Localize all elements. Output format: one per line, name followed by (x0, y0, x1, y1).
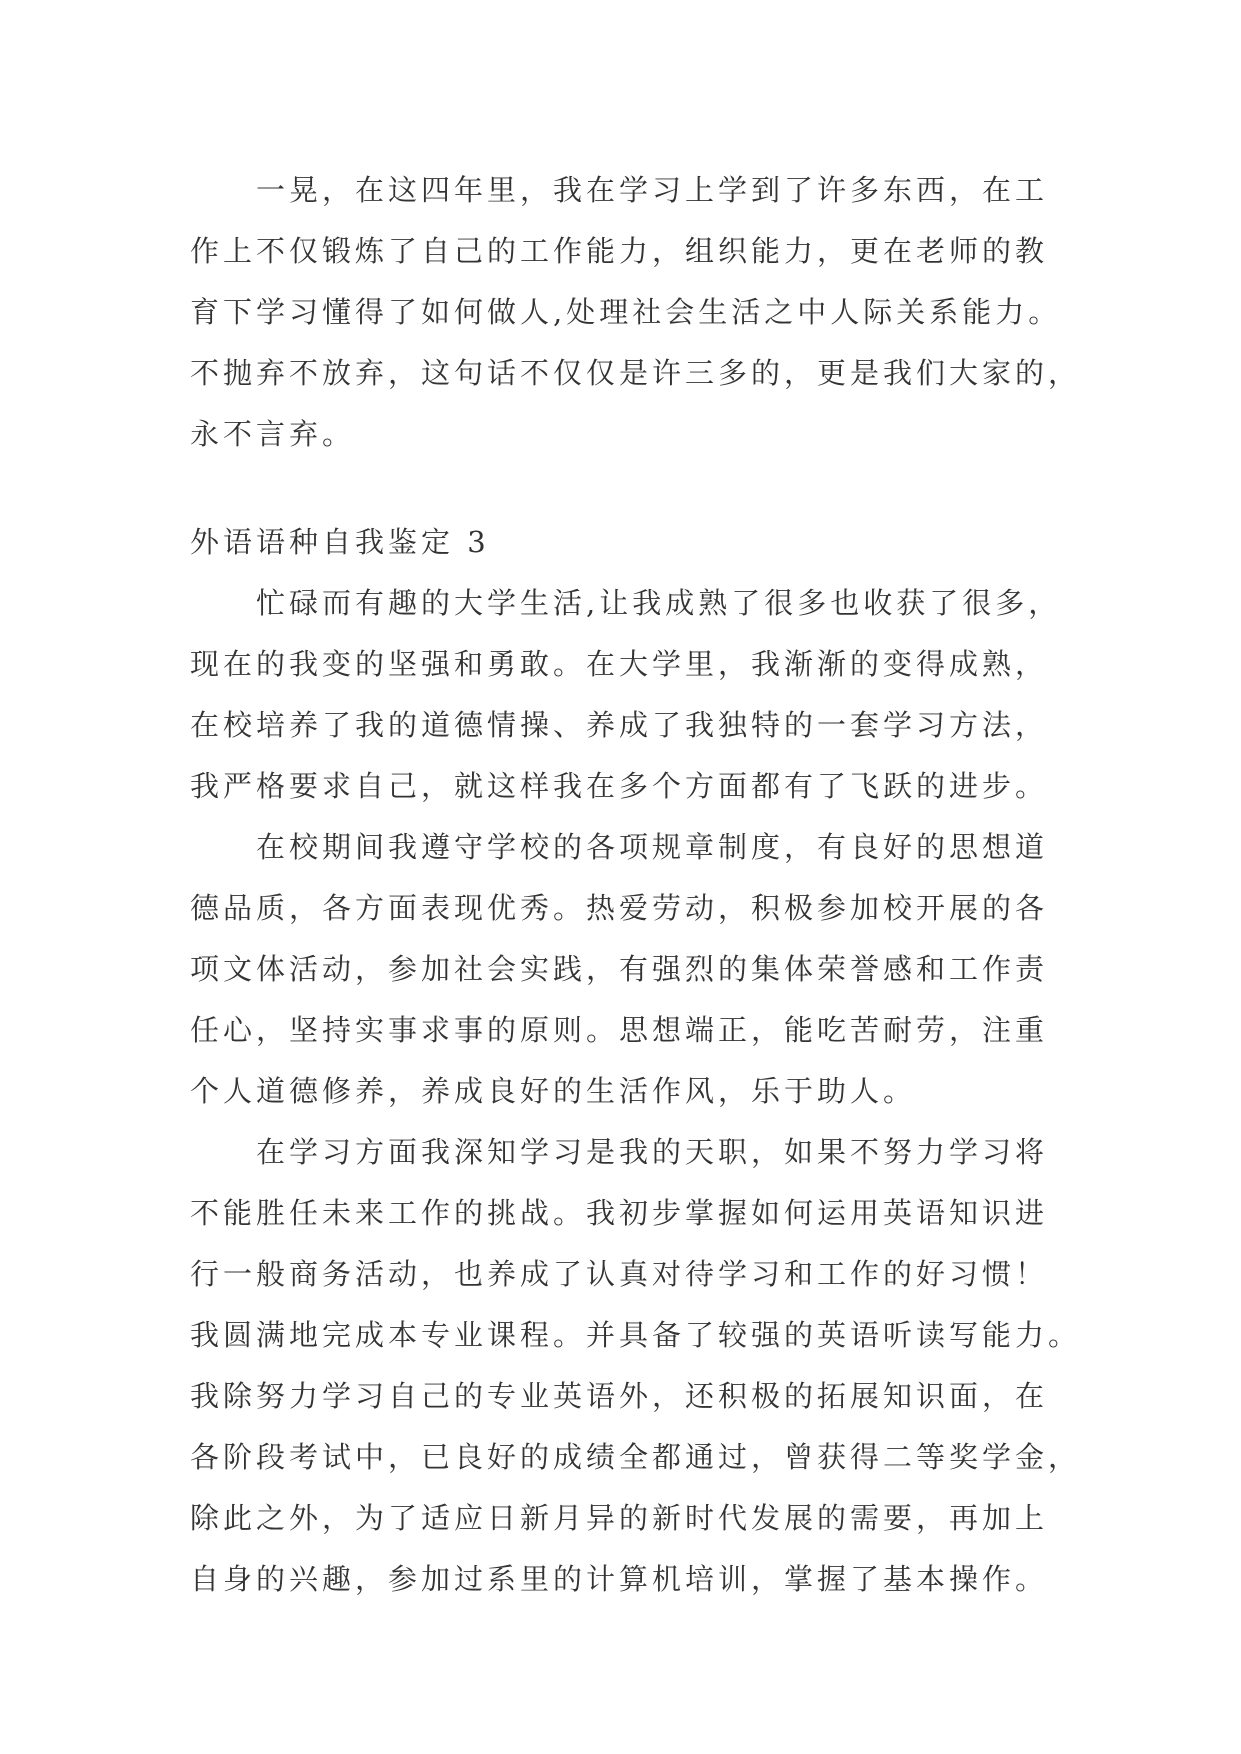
paragraph-3 (190, 817, 1070, 1122)
text-line: 自身的兴趣，参加过系里的计算机培训，掌握了基本操作。 (190, 1562, 1049, 1596)
text-line: 除此之外，为了适应日新月异的新时代发展的需要，再加上 (190, 1501, 1049, 1535)
text-line: 不能胜任未来工作的挑战。我初步掌握如何运用英语知识进 (190, 1196, 1049, 1230)
text-line: 作上不仅锻炼了自己的工作能力，组织能力，更在老师的教 (190, 234, 1049, 268)
paragraph-4 (190, 1122, 1082, 1610)
text-line: 不抛弃不放弃，这句话不仅仅是许三多的，更是我们大家的， (190, 356, 1082, 390)
text-line: 任心，坚持实事求事的原则。思想端正，能吃苦耐劳，注重 (190, 1013, 1049, 1047)
paragraph-1 (190, 160, 1082, 465)
text-line: 一晃，在这四年里，我在学习上学到了许多东西，在工 (256, 173, 1049, 207)
document-body (190, 160, 1082, 1610)
text-line: 在校期间我遵守学校的各项规章制度，有良好的思想道 (256, 830, 1049, 864)
text-line: 我除努力学习自己的专业英语外，还积极的拓展知识面，在 (190, 1379, 1049, 1413)
text-line: 德品质，各方面表现优秀。热爱劳动，积极参加校开展的各 (190, 891, 1049, 925)
text-line: 项文体活动，参加社会实践，有强烈的集体荣誉感和工作责 (190, 952, 1049, 986)
text-line: 我严格要求自己，就这样我在多个方面都有了飞跃的进步。 (190, 769, 1049, 803)
text-line: 永不言弃。 (190, 417, 356, 451)
text-line: 忙碌而有趣的大学生活,让我成熟了很多也收获了很多， (256, 586, 1062, 620)
text-line: 个人道德修养，养成良好的生活作风，乐于助人。 (190, 1074, 917, 1108)
text-line: 行一般商务活动，也养成了认真对待学习和工作的好习惯！ (190, 1257, 1049, 1291)
section-heading: 外语语种自我鉴定 3 (190, 525, 490, 559)
text-line: 我圆满地完成本专业课程。并具备了较强的英语听读写能力。 (190, 1318, 1082, 1352)
text-line: 育下学习懂得了如何做人,处理社会生活之中人际关系能力。 (190, 295, 1062, 329)
text-line: 在学习方面我深知学习是我的天职，如果不努力学习将 (256, 1135, 1049, 1169)
text-line: 在校培养了我的道德情操、养成了我独特的一套学习方法， (190, 708, 1049, 742)
text-line: 各阶段考试中，已良好的成绩全都通过，曾获得二等奖学金， (190, 1440, 1082, 1474)
text-line: 现在的我变的坚强和勇敢。在大学里，我渐渐的变得成熟， (190, 647, 1049, 681)
paragraph-2 (190, 573, 1070, 817)
